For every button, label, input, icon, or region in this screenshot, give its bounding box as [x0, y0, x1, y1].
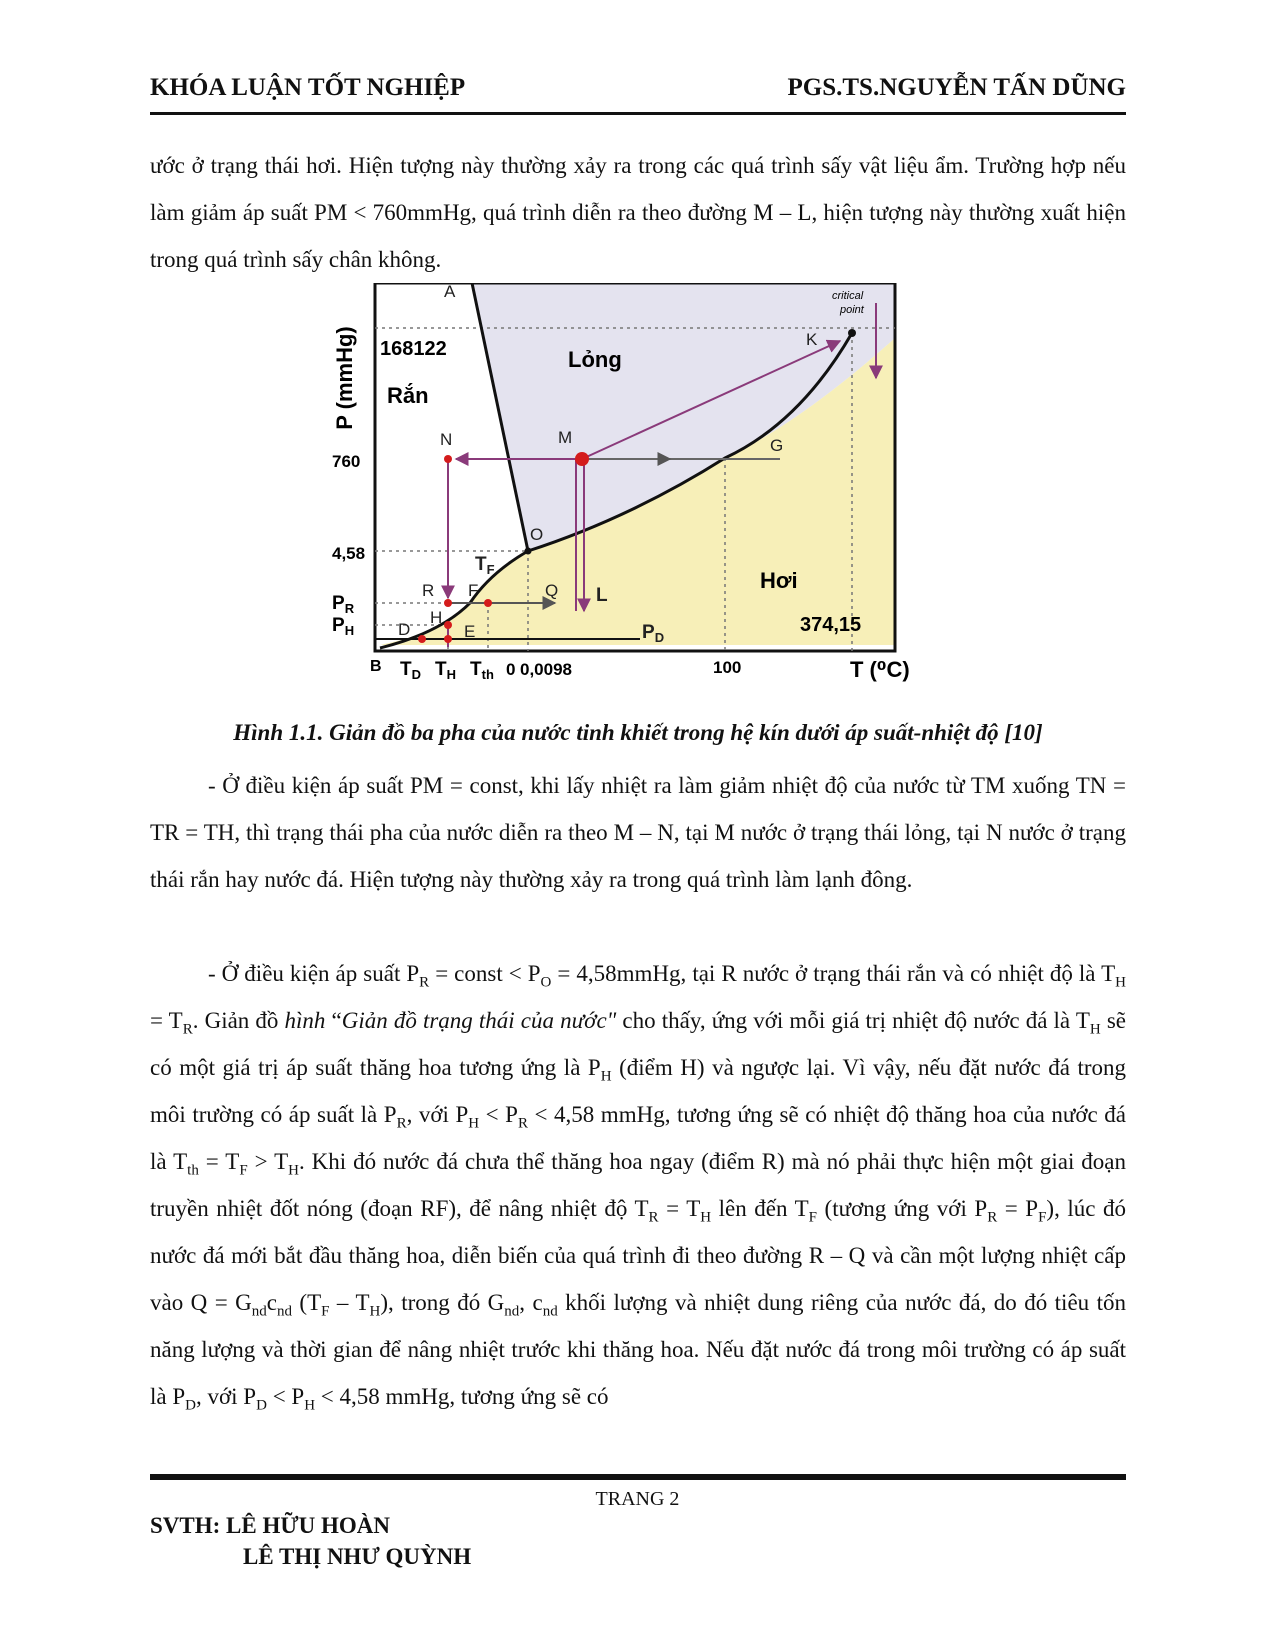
- paragraph-1: - Ở điều kiện áp suất PM = const, khi lấy nhiệt ra làm giảm nhiệt độ của nước từ TM xuống TN = TR = TH, thì trạng thái pha của nước diễn ra theo M – N, tại M nước ở trạng thái lỏng, tại N nước ở trạng thái rắn hay nước đá. Hiện tượng này thường xảy ra trong quá trình làm lạnh đông.: [150, 773, 1126, 892]
- intro-paragraph: ước ở trạng thái hơi. Hiện tượng này thường xảy ra trong các quá trình sấy vật liệu ẩm. Trường hợp nếu làm giảm áp suất PM < 760mmHg, quá trình diễn ra theo đường M – L, hiện tượng này thường xuất hiện trong quá trình sấy chân không.: [150, 153, 1126, 272]
- x-axis-label: T (⁰C): [850, 657, 910, 682]
- point-r: [444, 599, 452, 607]
- y-tick-ph: $P_H$: [332, 615, 355, 638]
- point-o: [525, 548, 532, 555]
- x-tick-th: $T_H$: [435, 659, 456, 682]
- label-tf: $T_F$: [475, 554, 495, 577]
- label-l: L: [596, 585, 608, 606]
- y-tick-458: 4,58: [332, 544, 366, 563]
- point-f: [484, 599, 492, 607]
- label-e: E: [464, 622, 476, 641]
- footer-divider: [150, 1474, 1126, 1480]
- label-r: R: [422, 581, 435, 600]
- page-number: TRANG 2: [595, 1488, 680, 1510]
- label-a: A: [444, 283, 456, 301]
- label-f: F: [468, 581, 479, 600]
- page-header: [150, 74, 1126, 114]
- region-label-solid: Rắn: [387, 383, 429, 408]
- label-g: G: [770, 436, 784, 455]
- label-q: Q: [545, 581, 559, 600]
- pressure-value-label: 168122: [380, 338, 447, 360]
- label-h: H: [430, 608, 443, 627]
- y-tick-760: 760: [332, 452, 361, 471]
- label-o: O: [530, 525, 544, 544]
- phase-diagram-figure: [330, 283, 940, 713]
- x-tick-td: $T_D$: [400, 659, 421, 682]
- header-advisor: PGS.TS.NGUYỄN TẤN DŨNG: [787, 74, 1126, 101]
- paragraph-2: - Ở điều kiện áp suất $P_R$ = const < $P_O$ = 4,58mmHg, tại R nước ở trạng thái rắn và có nhiệt độ là $T_H = T_R$. Giản đồ hình “Giản đồ trạng thái của nước" cho thấy, ứng với mỗi giá trị nhiệt độ nước đá là $T_H$ sẽ có một giá trị áp suất thăng hoa tương ứng là $P_H$ (điểm H) và ngược lại. Vì vậy, nếu đặt nước đá trong môi trường có áp suất là $P_R$, với $P_H < P_R < 4,58$ mmHg, tương ứng sẽ có nhiệt độ thăng hoa của nước đá là $T_{th} = T_F > T_H$. Khi đó nước đá chưa thể thăng hoa ngay (điểm R) mà nó phải thực hiện một giai đoạn truyền nhiệt đốt nóng (đoạn RF), để nâng nhiệt độ $T_R = T_H$ lên đến $T_F$ (tương ứng với $P_R = P_F$), lúc đó nước đá mới bắt đầu thăng hoa, diễn biến của quá trình đi theo đường R – Q và cần một lượng nhiệt cấp vào $Q = G_{nd}c_{nd}$ $(T_F - T_H)$, trong đó $G_{nd}$, $c_{nd}$ khối lượng và nhiệt dung riêng của nước đá, do đó tiêu tốn năng lượng và thời gian để nâng nhiệt trước khi thăng hoa. Nếu đặt nước đá trong môi trường có áp suất là $P_D$, với $P_D < P_H < 4,58$ mmHg, tương ứng sẽ có: [150, 961, 1127, 1414]
- region-label-liquid: Lỏng: [568, 347, 622, 372]
- x-tick-100: 100: [713, 658, 742, 677]
- x-tick-tth: $T_{th}$: [470, 659, 494, 682]
- student-line-2: LÊ THỊ NHƯ QUỲNH: [243, 1544, 472, 1569]
- point-k: [848, 329, 856, 337]
- label-m: M: [558, 428, 573, 447]
- y-tick-pr: $P_R$: [332, 593, 355, 616]
- figure-caption: Hình 1.1. Giản đồ ba pha của nước tinh khiết trong hệ kín dưới áp suất-nhiệt độ [10]: [233, 720, 1043, 745]
- point-h: [444, 621, 452, 629]
- y-axis-label: P (mmHg): [332, 326, 357, 430]
- x-tick-zero: 0: [506, 660, 516, 679]
- label-n: N: [440, 430, 453, 449]
- point-d: [418, 635, 426, 643]
- x-tick-00098: 0,0098: [520, 660, 572, 679]
- region-label-vapor: Hơi: [760, 568, 798, 593]
- phase-diagram: [330, 283, 940, 713]
- temperature-value-label: 374,15: [800, 614, 862, 636]
- point-e: [444, 635, 452, 643]
- point-n: [444, 455, 452, 463]
- critical-label-1: critical: [832, 290, 864, 302]
- header-divider: [150, 112, 1126, 115]
- header-thesis-title: KHÓA LUẬN TỐT NGHIỆP: [150, 74, 466, 101]
- critical-label-2: point: [840, 304, 864, 316]
- corner-label-b: B: [370, 658, 382, 675]
- student-names: [150, 1510, 471, 1572]
- label-pd: $P_D$: [642, 622, 665, 645]
- student-line-1: SVTH: LÊ HỮU HOÀN: [150, 1513, 391, 1538]
- label-k: K: [806, 330, 818, 349]
- label-d: D: [398, 620, 411, 639]
- point-m: [575, 452, 589, 466]
